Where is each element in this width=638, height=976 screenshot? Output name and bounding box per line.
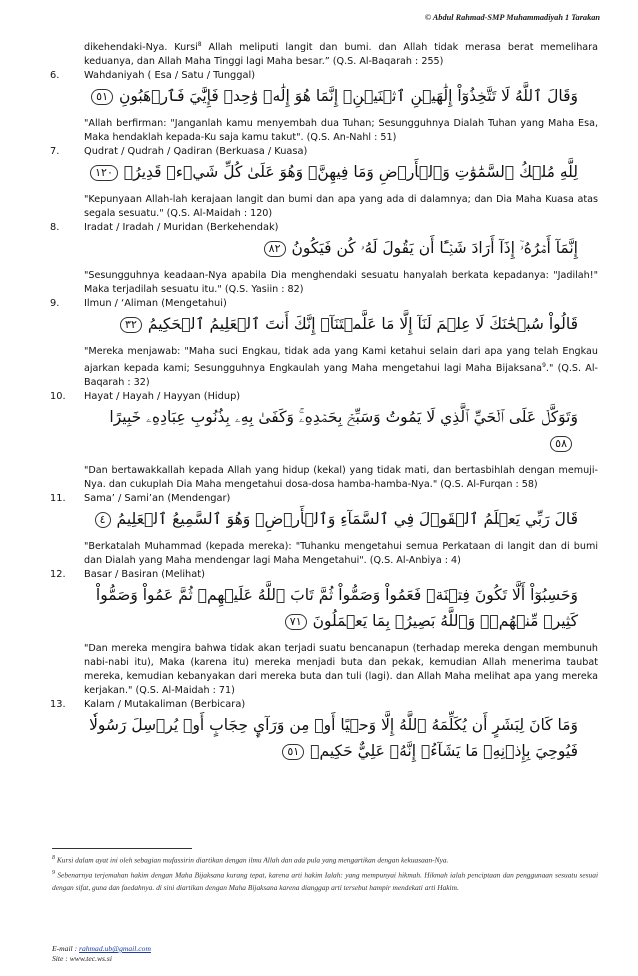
page-content <box>50 38 598 764</box>
item-12-translation: "Dan mereka mengira bahwa tidak akan terjadi suatu bencanapun (terhadap mereka dengan membunuh nabi-nabi itu), Maka (karena itu) mereka menjadi buta dan pekak, kemudian Allah menerima taubat mereka, kemudian kebanyakan dari mereka buta dan tuli (lagi). dan Allah Maha melihat apa yang mereka kerjakan." (Q.S. Al-Maidah : 71) <box>84 643 598 697</box>
footnotes <box>52 852 598 894</box>
item-number: 7. <box>50 146 60 158</box>
item-10-translation: "Dan bertawakkallah kepada Allah yang hidup (kekal) yang tidak mati, dan bertasbihlah dengan memuji-Nya. dan cukuplah Dia Maha mengetahui dosa-dosa hamba-hamba-Nya." (Q.S. Al-Furqan : 58) <box>84 465 598 491</box>
arabic-text: إِنَّمَآ أَمۡرُهُۥٓ إِذَآ أَرَادَ شَيۡـًٔا أَن يَقُولَ لَهُۥ كُن فَيَكُونُ <box>291 239 578 258</box>
item-9-translation <box>50 345 598 390</box>
footer-email-line <box>52 944 151 954</box>
item-11-translation: "Berkatalah Muhammad (kepada mereka): "Tuhanku mengetahui semua Perkataan di langit dan di bumi dan Dialah yang Maha mendengar lagi Maha Mengetahui". (Q.S. Al-Anbiya : 4) <box>84 541 598 567</box>
email-label: E-mail : <box>52 944 79 953</box>
ayah-number: ٥١ <box>91 89 113 105</box>
page-footer <box>52 944 151 963</box>
item-11-title <box>50 492 598 506</box>
ayah-number: ٥١ <box>282 744 304 760</box>
footnote-ref-8: 8 <box>197 41 202 48</box>
item-6-arabic-verse <box>50 83 598 109</box>
item-12-title <box>50 568 598 582</box>
page-header: © Abdul Rahmad-SMP Muhammadiyah 1 Tarakan <box>424 13 600 22</box>
item-number: 13. <box>50 699 66 711</box>
item-6-title <box>50 69 598 83</box>
item-number: 6. <box>50 70 60 82</box>
footnote-9 <box>52 867 598 894</box>
ayah-number: ٧١ <box>285 614 307 630</box>
footnote-8 <box>52 852 598 867</box>
site-label: Site : <box>52 953 70 963</box>
arabic-text: وَمَا كَانَ لِبَشَرٍ أَن يُكَلِّمَهُ ٱللَّهُ إِلَّا وَحۡيًا أَوۡ مِن وَرَآيِٕ حِجَابٍ أَوۡ يُرۡسِلَ رَسُولٗا فَيُوحِيَ بِإِذۡنِهِۦ مَا يَشَآءُۚ إِنَّهُۥ عَلِيٌّ حَكِيمٞ <box>89 716 578 761</box>
item-7-translation: "Kepunyaan Allah-lah kerajaan langit dan bumi dan apa yang ada di dalamnya; dan Dia Maha Kuasa atas segala sesuatu." (Q.S. Al-Maidah : 120) <box>84 194 598 220</box>
item-number: 9. <box>50 298 60 310</box>
email-link[interactable]: rahmad.ub@gmail.com <box>79 944 151 953</box>
footer-site-line <box>52 954 151 964</box>
item-number: 8. <box>50 222 60 234</box>
footnote-text: Sebenarnya terjemahan hakim dengan Maha Bijaksana kurang tepat, karena arti hakim Ialah: yang mempunyai hikmah. Hikmah ialah penciptaan dan penggunaan sesuatu sesuai dengan sifat, guna dan faedahnya. di sini diartikan dengan Maha Bijaksana karena dianggap arti tersebut hampir mendekati arti Hakim. <box>52 870 598 892</box>
item-title-text: Iradat / Iradah / Muridan (Berkehendak) <box>84 222 279 234</box>
intro-text-end: Allah meliputi langit dan bumi. dan Allah tidak merasa berat memelihara keduanya, dan Allah Maha Tinggi lagi Maha besar.” (Q.S. Al-Baqarah : 255) <box>84 42 598 68</box>
item-title-text: Kalam / Mutakaliman (Berbicara) <box>84 699 246 711</box>
footnote-ref-9: 9 <box>542 362 546 370</box>
item-12-arabic-verse <box>50 582 598 634</box>
item-title-text: Hayat / Hayah / Hayyan (Hidup) <box>84 391 241 403</box>
translation-text: "Mereka menjawab: "Maha suci Engkau, tidak ada yang Kami ketahui selain dari apa yang telah Engkau ajarkan kepada kami; Sesungguhnya Engkaulah yang Maha mengetahui lagi Maha Bijaksana <box>84 346 598 375</box>
item-title-text: Qudrat / Qudrah / Qadiran (Berkuasa / Kuasa) <box>84 146 308 158</box>
arabic-text: وَقَالَ ٱللَّهُ لَا تَتَّخِذُوٓاْ إِلَٰهَيۡنِ ٱثۡنَيۡنِۖ إِنَّمَا هُوَ إِلَٰهٞ وَٰحِدٞ فَإِيَّٰيَ فَٱرۡهَبُونِ <box>118 87 578 106</box>
item-title-text: Ilmun / ‘Aliman (Mengetahui) <box>84 298 227 310</box>
item-title-text: Wahdaniyah ( Esa / Satu / Tunggal) <box>84 70 256 82</box>
footnote-number: 9 <box>52 869 55 876</box>
item-7-title <box>50 145 598 159</box>
footnote-divider <box>52 848 192 849</box>
item-title-text: Basar / Basiran (Melihat) <box>84 569 205 581</box>
intro-paragraph <box>50 38 598 69</box>
item-13-title <box>50 698 598 712</box>
item-6-translation: "Allah berfirman: "Janganlah kamu menyembah dua Tuhan; Sesungguhnya Dialah Tuhan yang Maha Esa, Maka hendaklah kepada-Ku saja kamu takut". (Q.S. An-Nahl : 51) <box>84 118 598 144</box>
item-7-arabic-verse <box>50 159 598 185</box>
item-number: 11. <box>50 493 66 505</box>
footnote-text: Kursi dalam ayat ini oleh sebagian mufassirin diartikan dengan ilmu Allah dan ada pula yang mengartikan dengan kekuasaan-Nya. <box>56 855 449 865</box>
arabic-text: لِلَّهِ مُلۡكُ ٱلسَّمَٰوَٰتِ وَٱلۡأَرۡضِ وَمَا فِيهِنَّۚ وَهُوَ عَلَىٰ كُلِّ شَيۡءٖ قَدِيرُۢ <box>123 163 578 182</box>
item-8-translation: "Sesungguhnya keadaan-Nya apabila Dia menghendaki sesuatu hanyalah berkata kepadanya: "Jadilah!" Maka terjadilah sesuatu itu." (Q.S. Yasiin : 82) <box>84 270 598 296</box>
item-13-arabic-verse <box>50 712 598 764</box>
site-url: www.tec.ws.si <box>69 953 112 963</box>
item-number: 12. <box>50 569 66 581</box>
arabic-text: قَالُواْ سُبۡحَٰنَكَ لَا عِلۡمَ لَنَآ إِلَّا مَا عَلَّمۡتَنَآۖ إِنَّكَ أَنتَ ٱلۡعَلِيمُ ٱلۡحَكِيمُ <box>147 315 578 334</box>
ayah-number: ١٢٠ <box>90 165 118 181</box>
item-title-text: Sama’ / Sami’an (Mendengar) <box>84 493 231 505</box>
ayah-number: ٥٨ <box>550 436 572 452</box>
ayah-number: ٣٢ <box>120 317 142 333</box>
arabic-text: وَتَوَكَّلۡ عَلَى ٱلۡحَيِّ ٱلَّذِي لَا يَمُوتُ وَسَبِّحۡ بِحَمۡدِهِۦۚ وَكَفَىٰ بِهِۦ بِذُنُوبِ عِبَادِهِۦ خَبِيرًا <box>109 408 578 427</box>
item-number: 10. <box>50 391 66 403</box>
arabic-text: وَحَسِبُوٓاْ أَلَّا تَكُونَ فِتۡنَةٞ فَعَمُواْ وَصَمُّواْ ثُمَّ تَابَ ٱللَّهُ عَلَيۡهِمۡ ثُمَّ عَمُواْ وَصَمُّواْ كَثِيرٞ مِّنۡهُمۡۚ وَٱللَّهُ بَصِيرُۢ بِمَا يَعۡمَلُونَ <box>95 586 578 631</box>
translation-citation: ." (Q.S. Al-Baqarah : 32) <box>84 363 598 389</box>
item-11-arabic-verse <box>50 506 598 532</box>
intro-text: dikehendaki-Nya. Kursi <box>84 42 198 54</box>
footnote-number: 8 <box>52 855 55 861</box>
item-9-arabic-verse <box>50 311 598 337</box>
arabic-text: قَالَ رَبِّي يَعۡلَمُ ٱلۡقَوۡلَ فِي ٱلسَّمَآءِ وَٱلۡأَرۡضِۖ وَهُوَ ٱلسَّمِيعُ ٱلۡعَلِيمُ <box>116 510 578 529</box>
item-8-arabic-verse <box>50 235 598 261</box>
item-10-title <box>50 390 598 404</box>
ayah-number: ٤ <box>95 512 111 528</box>
item-9-title <box>50 297 598 311</box>
item-8-title <box>50 221 598 235</box>
item-10-arabic-verse <box>50 404 598 456</box>
ayah-number: ٨٢ <box>264 241 286 257</box>
